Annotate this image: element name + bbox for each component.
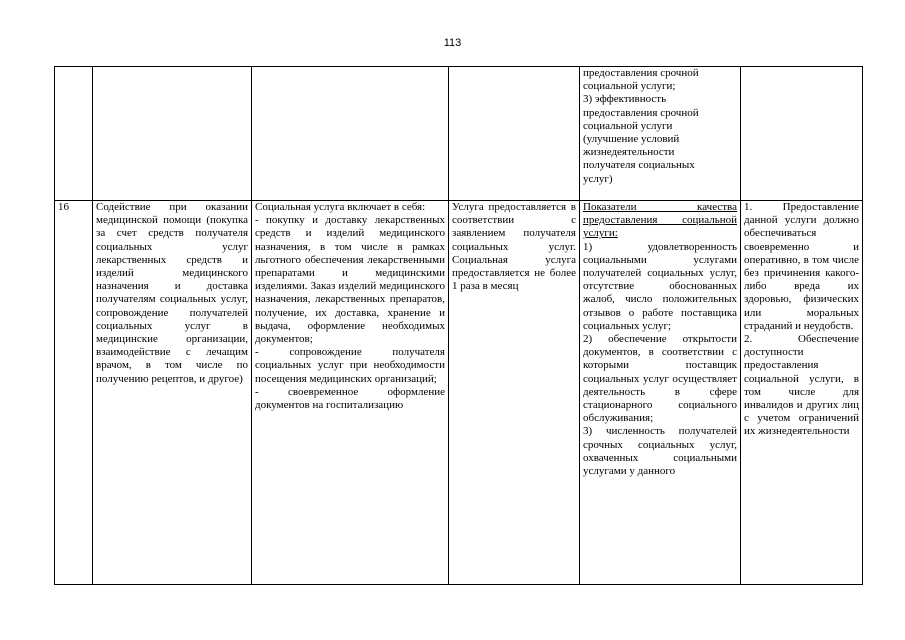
- service-terms-cell: [449, 201, 580, 585]
- indicator-line: социальной услуги;: [583, 80, 676, 93]
- cell-conditions-empty: [741, 67, 863, 201]
- cell-terms-empty: [449, 67, 580, 201]
- service-conditions: 1. Предоставление данной услуги должно обеспечиваться своевременно и оперативно, в том числе без причинения какого-либо вреда их здоровью, физических или моральных страданий и неудобств. 2. Обеспечение доступности предоставления социальной услуги, в том числе для инвалидов и других лиц с учетом ограничений их жизнедеятельности: [744, 201, 859, 438]
- indicator-line: 3) эффективность: [583, 93, 667, 106]
- services-table: [54, 66, 863, 585]
- service-terms: Услуга предоставляется в соответствии с заявлением получателя социальных услуг. Социальная услуга предоставляется не более 1 раза в месяц: [452, 201, 576, 293]
- cell-number-empty: [55, 67, 93, 201]
- service-description-cell: [252, 201, 449, 585]
- quality-indicators: 1) удовлетворенность социальными услугами получателей социальных услуг, отсутствие обоснованных жалоб, число положительных отзывов о работе поставщика социальных услуг; 2) обеспечение открытости документов, в соответствии с которыми поставщик социальных услуг осуществляет деятельность в сфере стационарного социального обслуживания; 3) численность получателей срочных социальных услуг, охваченных социальными услугами у данного: [583, 240, 737, 478]
- cell-name-empty: [93, 67, 252, 201]
- service-description: Социальная услуга включает в себя: - покупку и доставку лекарственных средств и изделий медицинского назначения, в том числе в рамках льготного обеспечения лекарственными препаратами и медицинскими изделиями. Заказ изделий медицинского назначения, лекарственных препаратов, получение, их доставка, хранение и выдача, оформление необходимых документов; - сопровождение получателя социальных услуг при необходимости посещения медицинских организаций; - своевременное оформление документов на госпитализацию: [255, 201, 445, 412]
- indicator-line: (улучшение условий: [583, 133, 680, 146]
- indicator-line: услуг): [583, 172, 613, 185]
- indicator-line: жизнедеятельности: [583, 146, 675, 159]
- service-name: Содействие при оказании медицинской помощи (покупка за счет средств получателя социальных услуг лекарственных средств и изделий медицинского назначения и доставка получателям социальных услуг, сопровождение получателей социальных услуг в медицинские организации, взаимодействие с лечащим врачом, в том числе по получению рецептов, и другое): [96, 201, 248, 385]
- indicator-line: получателя социальных: [583, 159, 695, 172]
- indicator-line: социальной услуги: [583, 119, 673, 132]
- cell-indicators-continued: [580, 67, 741, 201]
- row-number: 16: [55, 201, 93, 585]
- indicator-line: предоставления срочной: [583, 67, 699, 79]
- page-number: 113: [443, 37, 462, 49]
- service-name-cell: [93, 201, 252, 585]
- table-row-continuation: [55, 67, 863, 201]
- service-conditions-cell: [741, 201, 863, 585]
- indicator-line: предоставления срочной: [583, 106, 699, 119]
- cell-description-empty: [252, 67, 449, 201]
- table-row-16: [55, 201, 863, 585]
- quality-indicators-cell: [580, 201, 741, 585]
- quality-indicators-heading: Показатели качества предоставления социальной услуги:: [583, 201, 737, 240]
